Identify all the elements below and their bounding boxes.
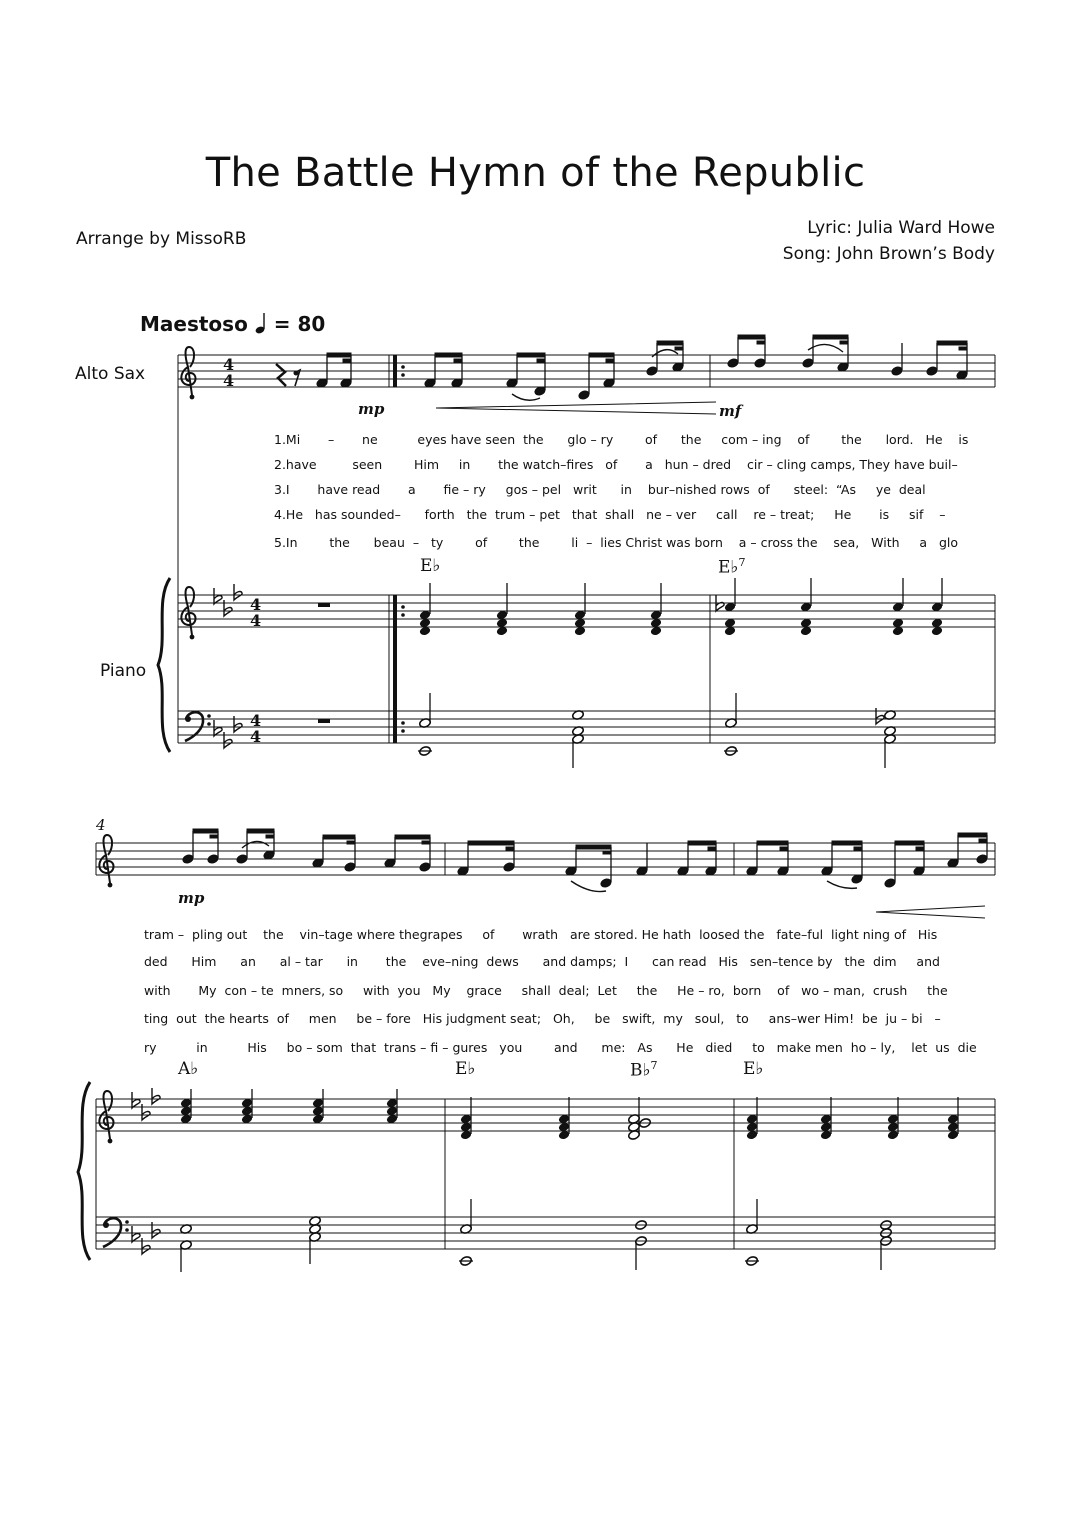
svg-text:4: 4 — [250, 611, 262, 630]
lyric-line-verse-4: 4.He has sounded– forth the trum – pet that shall ne – ver call re – treat; He is sif – — [274, 507, 946, 522]
svg-text:4: 4 — [250, 711, 262, 730]
lyric-line-verse-1: 1.Mi – ne eyes have seen the glo – ry of the com – ing of the lord. He is — [274, 432, 969, 447]
svg-text:4: 4 — [223, 355, 235, 374]
svg-text:4: 4 — [250, 595, 262, 614]
arranger-credit: Arrange by MissoRB — [76, 229, 247, 249]
lyric-line-verse-5: 5.In the beau – ty of the li – lies Christ was born a – cross the sea, With a glo — [274, 535, 959, 550]
dynamic-mp: mp — [178, 889, 205, 907]
dynamic-mf: mf — [719, 402, 742, 420]
chord-symbol: E♭$^7$ — [718, 556, 746, 578]
lyric-line-verse-3: with My con – te mners, so with you My grace shall deal; Let the He – ro, born of wo – man, crush the — [144, 983, 948, 998]
svg-text:4: 4 — [250, 727, 262, 746]
instrument-label-piano: Piano — [100, 661, 147, 681]
lyricist-credit: Lyric: Julia Ward Howe — [807, 218, 995, 238]
lyric-line-verse-3: 3.I have read a fie – ry gos – pel writ in bur–nished rows of steel: “As ye deal — [274, 482, 926, 497]
tempo-text: Maestoso — [140, 312, 248, 336]
svg-text:4: 4 — [223, 371, 235, 390]
tempo-value: = 80 — [273, 312, 326, 336]
chord-symbol: E♭ — [743, 1059, 764, 1079]
chord-symbol: E♭ — [420, 556, 441, 576]
chord-symbol: A♭ — [178, 1059, 199, 1079]
lyric-line-verse-4: ting out the hearts of men be – fore His judgment seat; Oh, be swift, my soul, to ans–wer Him! be ju – bi – — [144, 1011, 941, 1026]
dynamic-mp: mp — [358, 400, 385, 418]
instrument-label-alto-sax: Alto Sax — [75, 364, 146, 384]
chord-symbol: B♭$^7$ — [630, 1059, 658, 1081]
lyric-line-verse-2: ded Him an al – tar in the eve–ning dews and damps; I can read His sen–tence by the dim and — [144, 954, 940, 969]
measure-number: 4 — [96, 816, 106, 834]
composer-credit: Song: John Brown’s Body — [782, 244, 995, 264]
lyric-line-verse-2: 2.have seen Him in the watch–fires of a hun – dred cir – cling camps, They have buil– — [274, 457, 958, 472]
lyric-line-verse-1: tram – pling out the vin–tage where thegrapes of wrath are stored. He hath loosed the fate–ful light ning of His — [144, 927, 938, 942]
chord-symbol: E♭ — [455, 1059, 476, 1079]
lyric-line-verse-5: ry in His bo – som that trans – fi – gures you and me: As He died to make men ho – ly, let us die — [144, 1040, 977, 1055]
page-title: The Battle Hymn of the Republic — [205, 150, 866, 196]
